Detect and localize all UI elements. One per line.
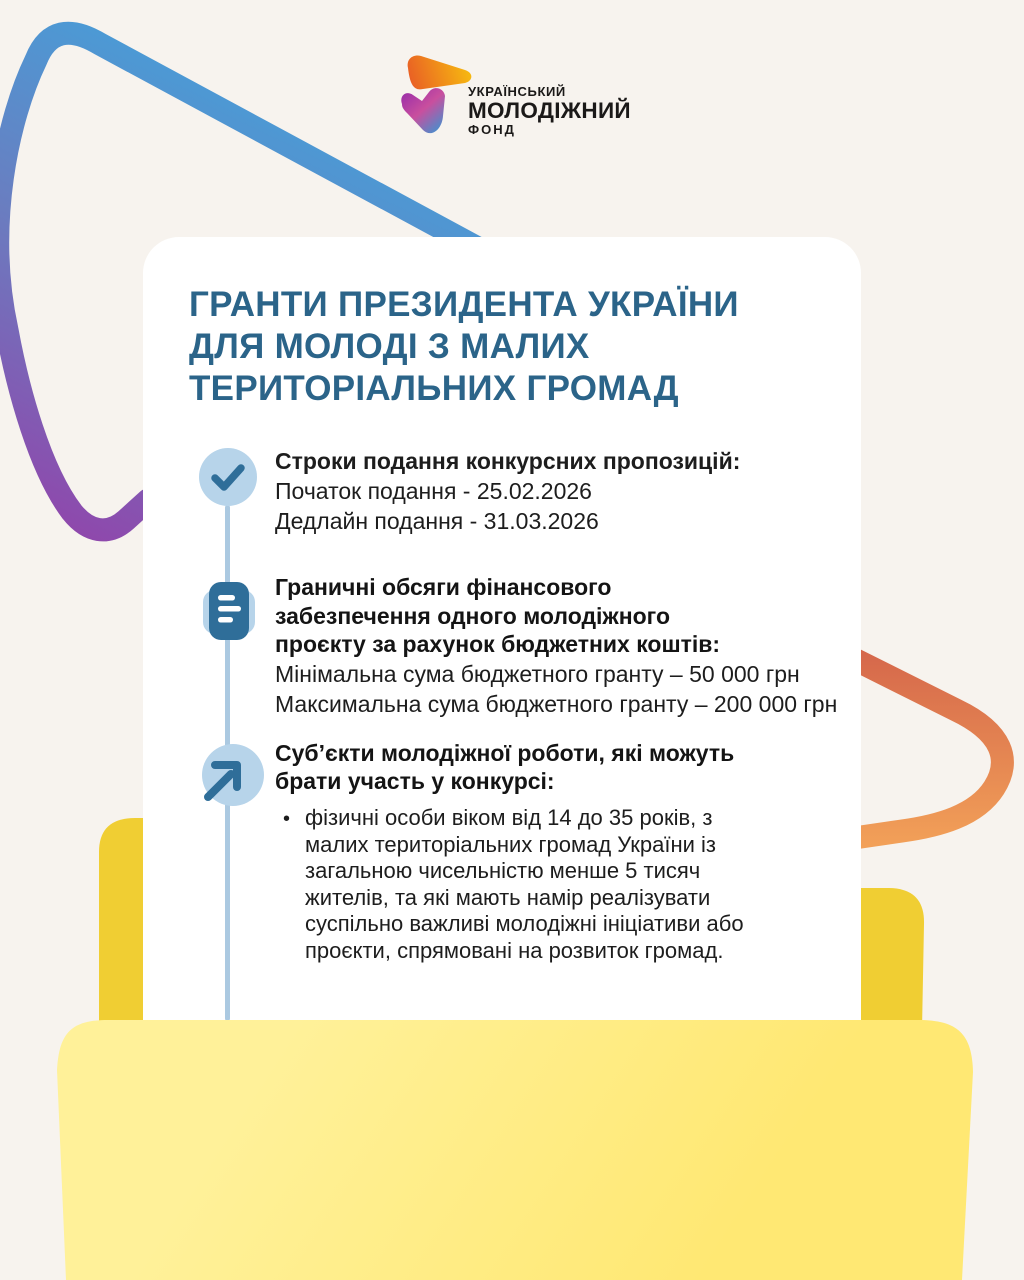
item2-heading-line-3: проєкту за рахунок бюджетних коштів: [275,631,721,657]
timeline-item-participants-heading [275,740,734,795]
item2-heading-line-1: Граничні обсяги фінансового [275,574,612,600]
item2-body-line-1: Мінімальна сума бюджетного гранту – 50 000 грн [275,661,800,687]
check-icon [199,448,257,506]
logo-line-3: ФОНД [468,122,516,137]
bullet-line-1: фізичні особи віком від 14 до 35 років, з [305,805,713,830]
item3-heading-line-2: брати участь у конкурсі: [275,767,555,794]
title-line-3: ТЕРИТОРІАЛЬНИХ ГРОМАД [189,369,679,408]
umf-logo-text [468,84,631,138]
timeline-item-participants-bullet [283,805,744,964]
arrow-up-right-icon [197,740,273,816]
bullet-line-4: жителів, та які мають намір реалізувати [305,884,711,910]
decor-rounded-outline-orange [848,656,1002,838]
folder-front-shape [57,1020,973,1280]
folder-back-right [858,888,924,1030]
folder-back-left [99,818,146,1030]
item2-heading-line-2: забезпечення одного молодіжного [275,602,671,629]
bullet-line-5: суспільно важливі молодіжні ініціативи або [305,911,744,936]
timeline-item-dates [275,446,740,536]
item1-heading: Строки подання конкурсних пропозицій: [275,448,741,474]
timeline-item-funding-body [275,659,837,719]
logo-heart-shape [401,88,445,133]
logo-line-2: МОЛОДІЖНИЙ [468,98,631,123]
bullet-marker: • [283,808,291,830]
item2-body-line-2: Максимальна сума бюджетного гранту – 200 000 грн [275,691,838,717]
timeline-icon-dates [199,448,257,506]
title-line-2: ДЛЯ МОЛОДІ З МАЛИХ [189,327,590,366]
logo-line-1: УКРАЇНСЬКИЙ [468,84,566,99]
item1-body-line-1: Початок подання - 25.02.2026 [275,478,592,504]
timeline-item-funding-heading [275,573,720,659]
bullet-line-3: загальною чисельністю менше 5 тисяч [305,858,701,883]
logo-flag-shape [408,56,472,90]
bullet-text [305,805,744,964]
bullet-line-6: проєкти, спрямовані на розвиток громад. [305,937,724,963]
item3-heading-line-1: Суб’єкти молодіжної роботи, які можуть [275,740,735,766]
bullet-line-2: малих територіальних громад України із [305,831,716,857]
document-icon [201,581,257,643]
item1-body-line-2: Дедлайн подання - 31.03.2026 [275,508,599,534]
title-line-1: ГРАНТИ ПРЕЗИДЕНТА УКРАЇНИ [189,285,739,324]
umf-logo-mark [398,52,478,144]
page-title [189,284,739,410]
